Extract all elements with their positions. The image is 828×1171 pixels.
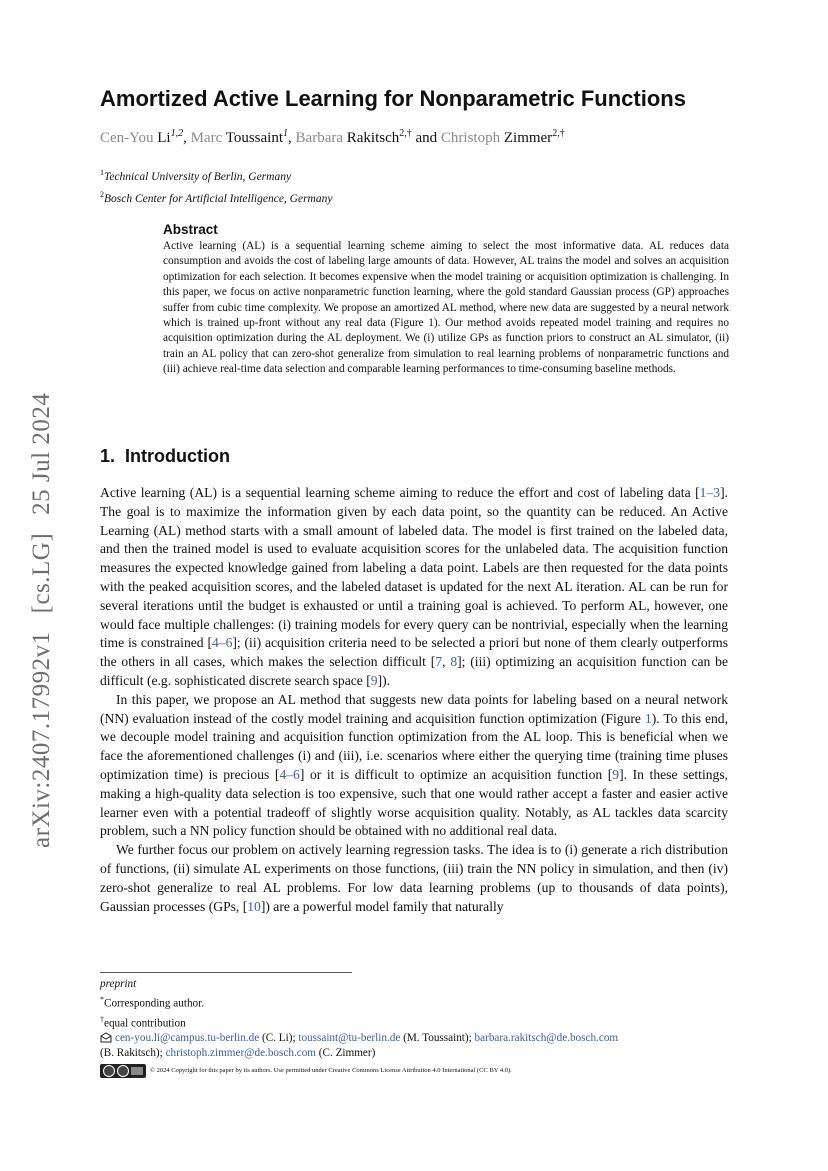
equal-contribution-note: †equal contribution bbox=[100, 1014, 186, 1030]
text-run: In this paper, we propose an AL method that suggests new data points for labeling based on a neural network (NN) evaluation instead of the costly model training and acquisition function optimization (Figure bbox=[100, 691, 728, 726]
citation-link[interactable]: 4–6 bbox=[211, 635, 233, 651]
citation-link[interactable]: 4–6 bbox=[279, 766, 300, 782]
abstract bbox=[163, 222, 729, 378]
affiliation: $^2$Bosch Center for Artificial Intelligence, Germany bbox=[100, 189, 333, 205]
paper-title: Amortized Active Learning for Nonparametric Functions bbox=[100, 86, 686, 111]
paragraph bbox=[100, 484, 728, 691]
text-run: Active learning (AL) is a sequential learning scheme aiming to reduce the effort and cost of labeling data [ bbox=[100, 485, 700, 500]
text-run: ]; (ii) acquisition criteria need to be selected a priori but none of them clearly outperforms the others in all cases, which makes the selection difficult [ bbox=[100, 635, 729, 670]
arxiv-identifier bbox=[28, 375, 56, 848]
corresponding-note: *Corresponding author. bbox=[100, 995, 205, 1010]
footnote-divider bbox=[100, 972, 352, 973]
citation-link[interactable]: 1 bbox=[644, 710, 652, 726]
author-list: Cen-You Li$^{1,2}$, Marc Toussaint$^1$, Barbara Rakitsch$^{2,\dagger}$ and Christoph Zimmer$^{2,\dagger}$ bbox=[100, 128, 565, 146]
citation-link[interactable]: 7 bbox=[435, 654, 443, 670]
abstract-heading: Abstract bbox=[163, 222, 218, 237]
email-list: cen-you.li@campus.tu-berlin.de (C. Li); toussaint@tu-berlin.de (M. Toussaint); barbara.rakitsch@de.bosch.com (B. Rakitsch); christoph.zimmer@de.bosch.com (C. Zimmer) bbox=[100, 1032, 619, 1060]
email-link[interactable]: toussaint@tu-berlin.de bbox=[298, 1032, 401, 1045]
abstract-text: Active learning (AL) is a sequential learning scheme aiming to select the most informative data. AL reduces data consumption and avoids the cost of labeling large amounts of data. However, AL trains the model and solves an acquisition optimization for each selection. It becomes expensive when the model training or acquisition optimization is challenging. In this paper, we focus on active nonparametric function learning, where the gold standard Gaussian process (GP) approaches suffer from cubic time complexity. We propose an amortized AL method, where new data are suggested by a neural network which is trained up-front without any real data (Figure 1). Our method avoids repeated model training and requires no acquisition optimization during the AL deployment. We (i) utilize GPs as function priors to construct an AL simulator, (ii) train an AL policy that can zero-shot generalize from simulation to real learning problems of nonparametric functions and (iii) achieve real-time data selection and comparable learning performances to time-consuming baseline methods. bbox=[163, 240, 729, 376]
email-link[interactable]: barbara.rakitsch@de.bosch.com bbox=[474, 1032, 619, 1045]
author: Barbara Rakitsch$^{2,\dagger}$ bbox=[295, 128, 412, 146]
footnotes bbox=[100, 977, 740, 1078]
citation-link[interactable]: 9 bbox=[612, 766, 620, 782]
text-run: ). To this end, we decouple model training and acquisition function optimization from the AL loop. This is beneficial when we face the aforementioned challenges (i) and (iii), i.e. scenarios where either the querying time (training time pluses optimization time) is precious [ bbox=[100, 710, 728, 782]
paragraph bbox=[100, 691, 728, 841]
author: Marc Toussaint$^1$ bbox=[190, 128, 289, 146]
arxiv-category: [cs.LG] bbox=[28, 532, 55, 614]
text-run: , bbox=[442, 654, 451, 670]
text-run: ]. In these settings, making a high-quality data selection is too expensive, such that one would rather accept a faster and easier active learner even with a potential tradeoff of slightly worse acquisition quality. Notably, as AL tackles data scarcity problem, such a NN policy function should be obtained with no additional real data. bbox=[100, 766, 729, 839]
text-run: ]) are a powerful model family that naturally bbox=[260, 898, 504, 914]
citation-link[interactable]: 9 bbox=[370, 672, 378, 688]
text-run: ] or it is difficult to optimize an acquisition function [ bbox=[299, 766, 613, 782]
citation-link[interactable]: 8 bbox=[450, 654, 458, 670]
cc-by-license-icon bbox=[100, 1064, 146, 1078]
paragraph bbox=[100, 841, 728, 916]
author: Christoph Zimmer$^{2,\dagger}$ bbox=[440, 128, 565, 146]
arxiv-date: 25 Jul 2024 bbox=[28, 392, 55, 515]
preprint-label: preprint bbox=[100, 978, 137, 990]
text-run: ]; (iii) optimizing an acquisition function can be difficult (e.g. sophisticated discrete search space [ bbox=[100, 654, 729, 688]
section-heading: 1. Introduction bbox=[100, 446, 231, 466]
body-text bbox=[100, 484, 728, 916]
text-run: We further focus our problem on actively learning regression tasks. The idea is to (i) generate a rich distribution of functions, (ii) simulate AL experiments on those functions, (iii) train the NN policy in simulation, and then (iv) zero-shot generalize to real AL problems. For low data learning problems (up to thousands of data points), Gaussian processes (GPs, [ bbox=[100, 842, 728, 914]
copyright-text: © 2024 Copyright for this paper by its authors. Use permitted under Creative Commons License Attribution 4.0 International (CC BY 4.0). bbox=[150, 1067, 512, 1075]
email-link[interactable]: christoph.zimmer@de.bosch.com bbox=[165, 1047, 316, 1060]
affiliation: $^1$Technical University of Berlin, Germany bbox=[100, 168, 292, 183]
citation-link[interactable]: 1–3 bbox=[699, 485, 721, 500]
text-run: ]. The goal is to maximize the information given by each data point, so the quantity can be reduced. An Active Learning (AL) method starts with a small amount of labeled data. The model is first trained on the labeled data, and then the trained model is used to evaluate acquisition scores for the unlabeled data. The acquisition function measures the expected knowledge gained from labeling a data point. Labels are then requested for the data points with the peaked acquisition scores, and the labeled dataset is updated for the next AL iteration. AL can be run for several iterations until the budget is exhausted or until a training goal is achieved. To perform AL, however, one would face multiple challenges: (i) training models for every query can be nontrivial, especially when the learning time is constrained [ bbox=[100, 485, 728, 651]
email-link[interactable]: cen-you.li@campus.tu-berlin.de bbox=[115, 1032, 260, 1045]
copyright-row bbox=[100, 1063, 740, 1078]
text-run: ]). bbox=[377, 672, 391, 688]
affiliations bbox=[100, 164, 332, 208]
arxiv-id: arXiv:2407.17992v1 bbox=[28, 631, 55, 848]
citation-link[interactable]: 10 bbox=[247, 898, 261, 914]
envelope-icon bbox=[100, 1032, 112, 1043]
author: Cen-You Li$^{1,2}$ bbox=[100, 128, 184, 146]
